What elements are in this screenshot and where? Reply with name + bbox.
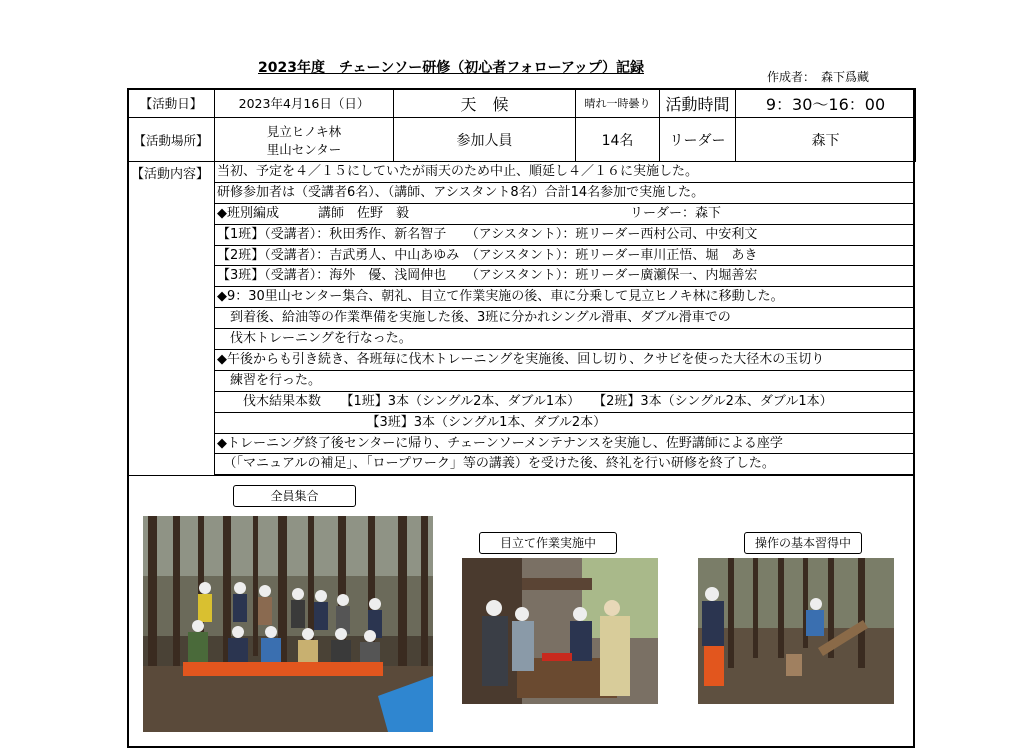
content-line: 伐木トレーニングを行なった。 [214,329,915,350]
content-line: 伐木結果本数 【1班】3本（シングル2本、ダブル1本） 【2班】3本（シングル2本、ダブル1本） [214,392,915,413]
weather-label: 天 候 [394,89,576,118]
place-value [215,118,394,162]
members-label: 参加人員 [394,118,576,162]
sharpening-photo [462,558,658,704]
date-value: 2023年4月16日（日） [215,89,394,118]
content-lines [214,162,915,475]
basics-photo [698,558,894,704]
content-line: 当初、予定を４／１５にしていたが雨天のため中止、順延し４／１６に実施した。 [214,162,915,183]
content-line: 【2班】（受講者）：吉武勇人、中山あゆみ （アシスタント）：班リーダー車川正悟、堀 あき [214,246,915,267]
members-value: 14名 [576,118,660,162]
leader-label: リーダー [660,118,736,162]
leader-value: 森下 [736,118,916,162]
content-line: 【3班】3本（シングル1本、ダブル2本） [214,413,915,434]
place-line-1: 見立ヒノキ林 [266,123,342,139]
place-line-2: 里山センター [266,141,342,157]
author-label: 作成者： 森下爲藏 [767,70,870,84]
section-divider [127,475,915,476]
content-line: （「マニュアルの補足」、「ロープワーク」等の講義）を受けた後、終礼を行い研修を終了した。 [214,454,915,475]
photo-caption-sharpening: 目立て作業実施中 [479,532,617,554]
document-title: 2023年度 チェーンソー研修（初心者フォローアップ）記録 [258,60,645,76]
content-line: 到着後、給油等の作業準備を実施した後、3班に分かれシングル滑車、ダブル滑車での [214,308,915,329]
time-label: 活動時間 [660,89,736,118]
place-label: 【活動場所】 [128,118,215,162]
content-line: 研修参加者は（受講者6名）、（講師、アシスタント8名）合計14名参加で実施した。 [214,183,915,204]
content-label: 【活動内容】 [131,167,210,182]
info-table [127,88,916,162]
group-photo [143,516,433,732]
content-line: ◆9：30里山センター集合、朝礼、目立て作業実施の後、車に分乗して見立ヒノキ林に移動した。 [214,287,915,308]
content-line: 【1班】（受講者）：秋田秀作、新名智子 （アシスタント）：班リーダー西村公司、中安利文 [214,225,915,246]
photo-caption-group: 全員集合 [233,485,356,507]
photo-caption-basics: 操作の基本習得中 [744,532,862,554]
time-value: 9：30～16：00 [736,89,916,118]
content-line: 練習を行った。 [214,371,915,392]
content-line: ◆午後からも引き続き、各班毎に伐木トレーニングを実施後、回し切り、クサビを使った大径木の玉切り [214,350,915,371]
content-line: ◆班別編成 講師 佐野 毅 リーダー：森下 [214,204,915,225]
content-line: ◆トレーニング終了後センターに帰り、チェーンソーメンテナンスを実施し、佐野講師による座学 [214,434,915,455]
weather-value: 晴れ一時曇り [576,89,660,118]
content-line: 【3班】（受講者）：海外 優、浅岡伸也 （アシスタント）：班リーダー廣瀬保一、内堀善宏 [214,266,915,287]
date-label: 【活動日】 [128,89,215,118]
